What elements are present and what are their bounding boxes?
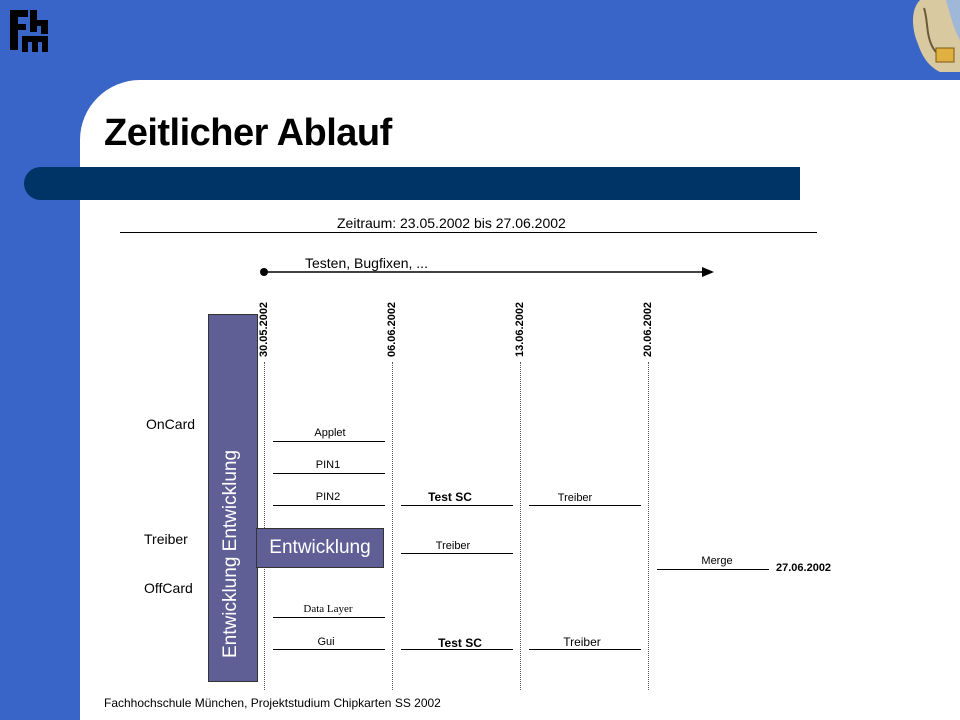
task-treiber-2-line: [529, 505, 641, 506]
task-data-layer-line: [273, 617, 385, 618]
task-treiber-3: Treiber: [563, 635, 601, 649]
end-date-label: 27.06.2002: [776, 562, 832, 574]
task-data-layer: Data Layer: [303, 603, 353, 615]
date-label-1: 30.05.2002: [258, 301, 270, 357]
task-test-sc-2: Test SC: [438, 636, 482, 650]
task-pin1-line: [273, 473, 385, 474]
task-applet-line: [273, 441, 385, 442]
period-underline: [120, 232, 817, 233]
task-pin1: PIN1: [315, 459, 341, 471]
arrow-label: Testen, Bugfixen, ...: [305, 255, 428, 271]
task-gui-line: [273, 649, 385, 650]
date-line-1: [264, 362, 265, 690]
task-treiber-3-line: [529, 649, 641, 650]
date-line-2: [392, 362, 393, 690]
task-gui: Gui: [317, 636, 335, 648]
period-label: Zeitraum: 23.05.2002 bis 27.06.2002: [337, 215, 566, 231]
fhm-logo-icon: [8, 6, 50, 56]
task-treiber-1: Treiber: [435, 540, 471, 552]
task-test-sc-1-line: [401, 505, 513, 506]
date-label-2: 06.06.2002: [386, 301, 398, 357]
task-treiber-1-line: [401, 553, 513, 554]
title-bar: [24, 167, 800, 200]
left-band: [0, 0, 80, 720]
date-label-3: 13.06.2002: [514, 301, 526, 357]
category-offcard: OffCard: [144, 580, 193, 596]
development-box-horizontal: Entwicklung: [256, 528, 384, 568]
date-line-3: [520, 362, 521, 690]
task-pin2: PIN2: [315, 491, 341, 503]
development-box-vertical-label: Entwicklung Entwicklung: [220, 449, 241, 658]
task-test-sc-2-line: [401, 649, 513, 650]
footer: Fachhochschule München, Projektstudium Chipkarten SS 2002: [104, 696, 441, 710]
category-treiber: Treiber: [144, 531, 188, 547]
timeline-arrow: [256, 264, 718, 280]
task-treiber-2: Treiber: [557, 492, 593, 504]
date-line-4: [648, 362, 649, 690]
portrait-icon: [906, 0, 960, 80]
date-label-4: 20.06.2002: [642, 301, 654, 357]
top-band: [0, 0, 960, 80]
category-oncard: OnCard: [146, 416, 196, 432]
task-merge-line: [657, 569, 769, 570]
page-title: Zeitlicher Ablauf: [104, 112, 392, 154]
task-test-sc-1: Test SC: [428, 490, 472, 504]
task-applet: Applet: [314, 427, 346, 439]
task-merge: Merge: [701, 555, 733, 567]
task-pin2-line: [273, 505, 385, 506]
